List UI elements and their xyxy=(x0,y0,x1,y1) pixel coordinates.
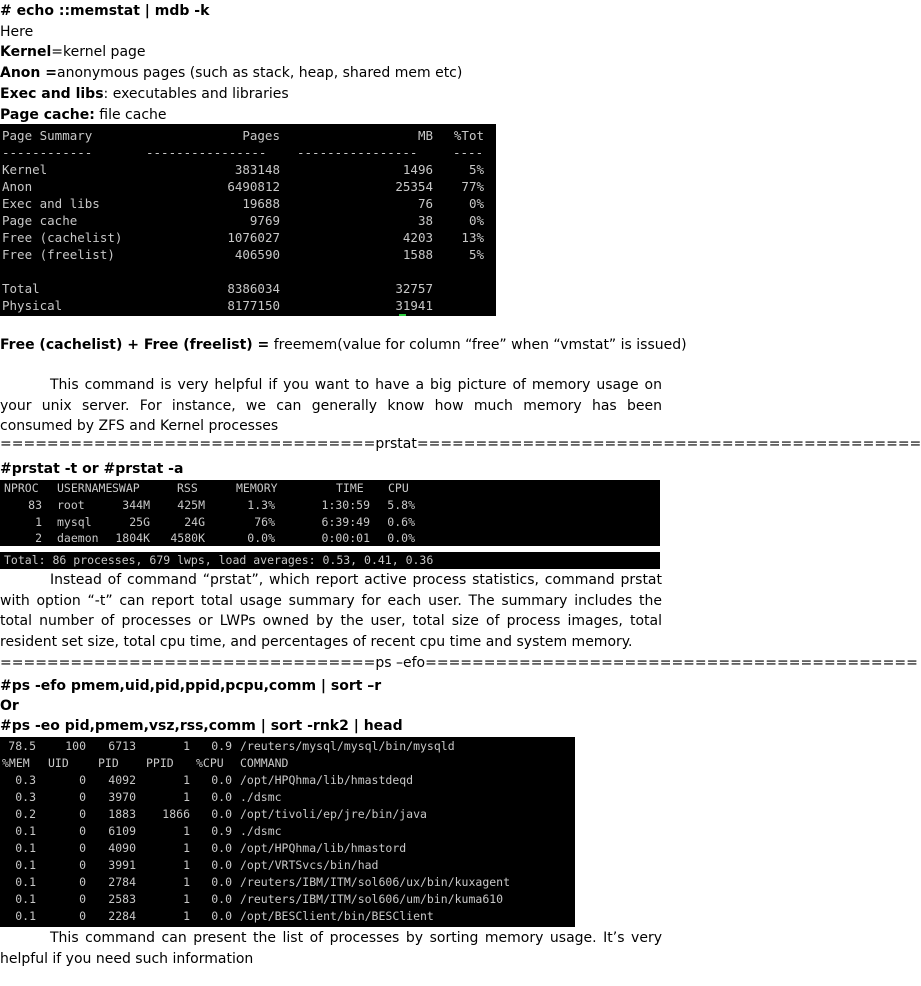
memstat-row-cell: Page cache xyxy=(2,213,78,228)
memstat-dashes: ------------ xyxy=(2,145,93,160)
prstat-row xyxy=(0,515,660,532)
ps-row-cell: 0.0 xyxy=(211,875,232,889)
ps-row-cell: 0 xyxy=(79,824,86,838)
memstat-explanation xyxy=(0,375,662,437)
memstat-total-row xyxy=(0,280,496,297)
ps-row-cell: 0 xyxy=(79,807,86,821)
ps-row-cell: 1 xyxy=(183,858,190,872)
prstat-header-row-cell: NPROC xyxy=(4,481,39,495)
prstat-header-row-cell: RSS xyxy=(177,481,198,495)
prstat-header-row xyxy=(0,481,660,498)
prstat-total-bar xyxy=(0,552,660,569)
ps-row-cell: /opt/HPQhma/lib/hmastdeqd xyxy=(240,773,414,787)
memstat-row-cell: 0% xyxy=(468,213,484,228)
memstat-header: Page Summary xyxy=(2,128,93,143)
memstat-row-cell: 5% xyxy=(468,162,484,177)
prstat-separator: ================================prstat=========================================== xyxy=(0,436,921,452)
ps-row xyxy=(0,875,575,892)
memstat-row-cell: 6490812 xyxy=(227,179,280,194)
memstat-row xyxy=(0,178,496,195)
ps-row-cell: ./dsmc xyxy=(240,824,282,838)
prstat-row-cell: 4580K xyxy=(170,531,205,545)
ps-row-cell: 0 xyxy=(79,892,86,906)
memstat-row-cell: 406590 xyxy=(234,247,280,262)
ps-row-cell: 0.3 xyxy=(15,773,36,787)
ps-row-cell: 0 xyxy=(79,909,86,923)
memstat-row-cell: 4203 xyxy=(402,230,433,245)
def-kernel-text: =kernel page xyxy=(51,44,146,60)
memstat-dashes: ---------------- xyxy=(297,145,418,160)
ps-row-cell: 0.1 xyxy=(15,841,36,855)
ps-row-cell: 0.0 xyxy=(211,909,232,923)
prstat-header-row-cell: TIME xyxy=(336,481,364,495)
ps-first-row-cell: 78.5 xyxy=(8,739,36,753)
prstat-row-cell: 5.8% xyxy=(387,498,415,512)
def-pagecache-term: Page cache: xyxy=(0,107,95,123)
ps-row xyxy=(0,841,575,858)
memstat-header: %Tot xyxy=(453,128,484,143)
memstat-row-cell: 38 xyxy=(417,213,433,228)
intro-here: Here xyxy=(0,24,34,40)
ps-header-row-cell: %MEM xyxy=(2,756,30,770)
ps-row-cell: /opt/tivoli/ep/jre/bin/java xyxy=(240,807,427,821)
ps-row-cell: 1883 xyxy=(108,807,136,821)
memstat-header-row xyxy=(0,127,496,144)
freemem-note xyxy=(0,336,687,354)
prstat-row-cell: 425M xyxy=(177,498,205,512)
ps-row-cell: 1 xyxy=(183,892,190,906)
memstat-row-cell: Free (freelist) xyxy=(2,247,115,262)
freemem-formula: Free (cachelist) + Free (freelist) = xyxy=(0,337,270,353)
memstat-row-cell: 1076027 xyxy=(227,230,280,245)
prstat-row xyxy=(0,498,660,515)
ps-row xyxy=(0,773,575,790)
memstat-row-cell: 25354 xyxy=(395,179,433,194)
def-kernel xyxy=(0,43,146,61)
memstat-row xyxy=(0,195,496,212)
ps-or: Or xyxy=(0,698,19,714)
memstat-row-cell: 1588 xyxy=(402,247,433,262)
ps-first-row-cell: 100 xyxy=(65,739,86,753)
ps-row-cell: 1 xyxy=(183,909,190,923)
ps-row-cell: 1 xyxy=(183,824,190,838)
freemem-text: freemem(value for column “free” when “vmstat” is issued) xyxy=(269,337,687,353)
ps-row-cell: 0 xyxy=(79,790,86,804)
ps-command-2: #ps -eo pid,pmem,vsz,rss,comm | sort -rnk2 | head xyxy=(0,718,403,734)
memstat-total-row-cell: Physical xyxy=(2,298,63,313)
def-anon-text: anonymous pages (such as stack, heap, shared mem etc) xyxy=(57,65,463,81)
ps-row-cell: 0.1 xyxy=(15,892,36,906)
prstat-header-row-cell: CPU xyxy=(388,481,409,495)
memstat-total-row-cell: Total xyxy=(2,281,40,296)
ps-header-row-cell: PPID xyxy=(146,756,174,770)
prstat-explanation-text: Instead of command “prstat”, which report active process statistics, command prstat with option “-t” can report total usage summary for each user. The summary includes the total number of processes or LWPs owned by the user, total size of process images, total resident set size, total cpu time, and percentages of recent cpu time and system memory. xyxy=(0,572,662,650)
ps-row-cell: 2784 xyxy=(108,875,136,889)
ps-header-row xyxy=(0,756,575,773)
ps-row-cell: 0.1 xyxy=(15,909,36,923)
prstat-row-cell: 1804K xyxy=(115,531,150,545)
ps-row xyxy=(0,858,575,875)
prstat-row xyxy=(0,531,660,548)
def-anon xyxy=(0,64,462,82)
memstat-row-cell: 19688 xyxy=(242,196,280,211)
ps-header-row-cell: COMMAND xyxy=(240,756,289,770)
ps-header-row-cell: %CPU xyxy=(196,756,224,770)
ps-row-cell: ./dsmc xyxy=(240,790,282,804)
ps-row-cell: 0 xyxy=(79,858,86,872)
ps-row-cell: 0.1 xyxy=(15,824,36,838)
memstat-total-row-cell: 31941 xyxy=(395,298,433,313)
def-kernel-term: Kernel xyxy=(0,44,52,60)
ps-row-cell: 2583 xyxy=(108,892,136,906)
ps-row-cell: 2284 xyxy=(108,909,136,923)
ps-row-cell: /reuters/IBM/ITM/sol606/um/bin/kuma610 xyxy=(240,892,504,906)
memstat-header: Pages xyxy=(242,128,280,143)
memstat-row-cell: 76 xyxy=(417,196,433,211)
prstat-header-row-cell: MEMORY xyxy=(236,481,278,495)
memstat-row-cell: Exec and libs xyxy=(2,196,100,211)
ps-row-cell: 0.0 xyxy=(211,790,232,804)
prstat-header-row-cell: USERNAME xyxy=(57,481,113,495)
prstat-row-cell: 24G xyxy=(184,514,205,529)
ps-header-row-cell: UID xyxy=(48,756,69,770)
prstat-row-cell: mysql xyxy=(57,514,92,529)
def-exec xyxy=(0,85,289,103)
memstat-command: # echo ::memstat | mdb -k xyxy=(0,3,210,19)
ps-row xyxy=(0,790,575,807)
memstat-row xyxy=(0,212,496,229)
memstat-row xyxy=(0,246,496,263)
prstat-explanation xyxy=(0,570,662,652)
prstat-row-cell: 76% xyxy=(254,514,275,529)
def-pagecache xyxy=(0,106,167,124)
ps-header-row-cell: PID xyxy=(98,756,119,770)
memstat-total-row xyxy=(0,297,496,314)
memstat-dashes: ---------------- xyxy=(146,145,267,160)
prstat-row-cell: 344M xyxy=(122,498,150,512)
memstat-row-cell: 1496 xyxy=(402,162,433,177)
ps-row-cell: 3970 xyxy=(108,790,136,804)
memstat-row-cell: Anon xyxy=(2,179,33,194)
memstat-header: MB xyxy=(417,128,433,143)
memstat-total-row-cell: 8177150 xyxy=(227,298,280,313)
prstat-row-cell: 0.6% xyxy=(387,514,415,529)
prstat-command: #prstat -t or #prstat -a xyxy=(0,461,184,477)
ps-first-row-cell: 6713 xyxy=(108,739,136,753)
memstat-row xyxy=(0,161,496,178)
prstat-row-cell: 0.0% xyxy=(247,531,275,545)
memstat-row-cell: 77% xyxy=(461,179,484,194)
prstat-row-cell: 1 xyxy=(35,514,42,529)
ps-command-1: #ps -efo pmem,uid,pid,ppid,pcpu,comm | sort –r xyxy=(0,678,382,694)
memstat-dashes: ---- xyxy=(453,145,484,160)
memstat-row-cell: 5% xyxy=(468,247,484,262)
prstat-row-cell: daemon xyxy=(57,531,99,545)
memstat-explanation-text: This command is very helpful if you want to have a big picture of memory usage on your unix server. For instance, we can generally know how much memory has been consumed by ZFS and Kernel processes xyxy=(0,377,662,434)
memstat-row-cell: 13% xyxy=(461,230,484,245)
ps-row-cell: 0.1 xyxy=(15,858,36,872)
ps-row-cell: 1866 xyxy=(162,807,190,821)
memstat-row-cell: 383148 xyxy=(234,162,280,177)
memstat-row-cell: Free (cachelist) xyxy=(2,230,123,245)
ps-row-cell: 1 xyxy=(183,773,190,787)
ps-separator: ================================ps –efo========================================== xyxy=(0,655,918,671)
ps-row-cell: 1 xyxy=(183,790,190,804)
ps-first-row-cell: /reuters/mysql/mysql/bin/mysqld xyxy=(240,739,455,753)
prstat-row-cell: 0.0% xyxy=(387,531,415,545)
ps-row-cell: 0 xyxy=(79,875,86,889)
ps-row-cell: 0.0 xyxy=(211,841,232,855)
ps-explanation xyxy=(0,928,662,969)
prstat-row-cell: root xyxy=(57,498,85,512)
prstat-terminal xyxy=(0,480,660,546)
ps-row-cell: /reuters/IBM/ITM/sol606/ux/bin/kuxagent xyxy=(240,875,511,889)
ps-row-cell: /opt/VRTSvcs/bin/had xyxy=(240,858,379,872)
prstat-header-row-cell: SWAP xyxy=(112,481,140,495)
ps-row-cell: 0 xyxy=(79,773,86,787)
prstat-row-cell: 2 xyxy=(35,531,42,545)
prstat-row-cell: 0:00:01 xyxy=(321,531,370,545)
def-pagecache-text: file cache xyxy=(94,107,167,123)
prstat-row-cell: 6:39:49 xyxy=(321,514,370,529)
ps-row-cell: 0.3 xyxy=(15,790,36,804)
ps-row-cell: 0.0 xyxy=(211,773,232,787)
ps-row-cell: 0.0 xyxy=(211,858,232,872)
memstat-row-cell: Kernel xyxy=(2,162,48,177)
ps-row xyxy=(0,909,575,926)
ps-row-cell: 0 xyxy=(79,841,86,855)
ps-row-cell: 0.0 xyxy=(211,892,232,906)
ps-row-cell: 0.2 xyxy=(15,807,36,821)
ps-row-cell: 1 xyxy=(183,875,190,889)
ps-first-row xyxy=(0,739,575,756)
memstat-total-row-cell: 32757 xyxy=(395,281,433,296)
terminal-cursor xyxy=(399,314,406,316)
ps-row-cell: 6109 xyxy=(108,824,136,838)
ps-row-cell: 0.0 xyxy=(211,807,232,821)
ps-row-cell: 0.9 xyxy=(211,824,232,838)
prstat-total: Total: 86 processes, 679 lwps, load averages: 0.53, 0.41, 0.36 xyxy=(4,553,434,567)
ps-row-cell: 3991 xyxy=(108,858,136,872)
ps-row-cell: 4092 xyxy=(108,773,136,787)
ps-row-cell: /opt/BESClient/bin/BESClient xyxy=(240,909,434,923)
ps-row xyxy=(0,892,575,909)
ps-row-cell: 1 xyxy=(183,841,190,855)
memstat-row xyxy=(0,229,496,246)
memstat-row-cell: 0% xyxy=(468,196,484,211)
prstat-row-cell: 1:30:59 xyxy=(321,498,370,512)
ps-first-row-cell: 0.9 xyxy=(211,739,232,753)
prstat-row-cell: 1.3% xyxy=(247,498,275,512)
memstat-row-cell: 9769 xyxy=(249,213,280,228)
ps-row-cell: 0.1 xyxy=(15,875,36,889)
ps-row-cell: 4090 xyxy=(108,841,136,855)
def-anon-term: Anon = xyxy=(0,65,57,81)
ps-explanation-text: This command can present the list of processes by sorting memory usage. It’s very helpful if you need such information xyxy=(0,930,662,967)
ps-first-row-cell: 1 xyxy=(183,739,190,753)
ps-terminal xyxy=(0,737,575,927)
def-exec-text: : executables and libraries xyxy=(103,86,289,102)
memstat-dashes-row xyxy=(0,144,496,161)
ps-row xyxy=(0,807,575,824)
memstat-terminal xyxy=(0,124,496,316)
memstat-total-row-cell: 8386034 xyxy=(227,281,280,296)
prstat-row-cell: 83 xyxy=(28,498,42,512)
prstat-row-cell: 25G xyxy=(129,514,150,529)
ps-row-cell: /opt/HPQhma/lib/hmastord xyxy=(240,841,407,855)
def-exec-term: Exec and libs xyxy=(0,86,104,102)
ps-row xyxy=(0,824,575,841)
